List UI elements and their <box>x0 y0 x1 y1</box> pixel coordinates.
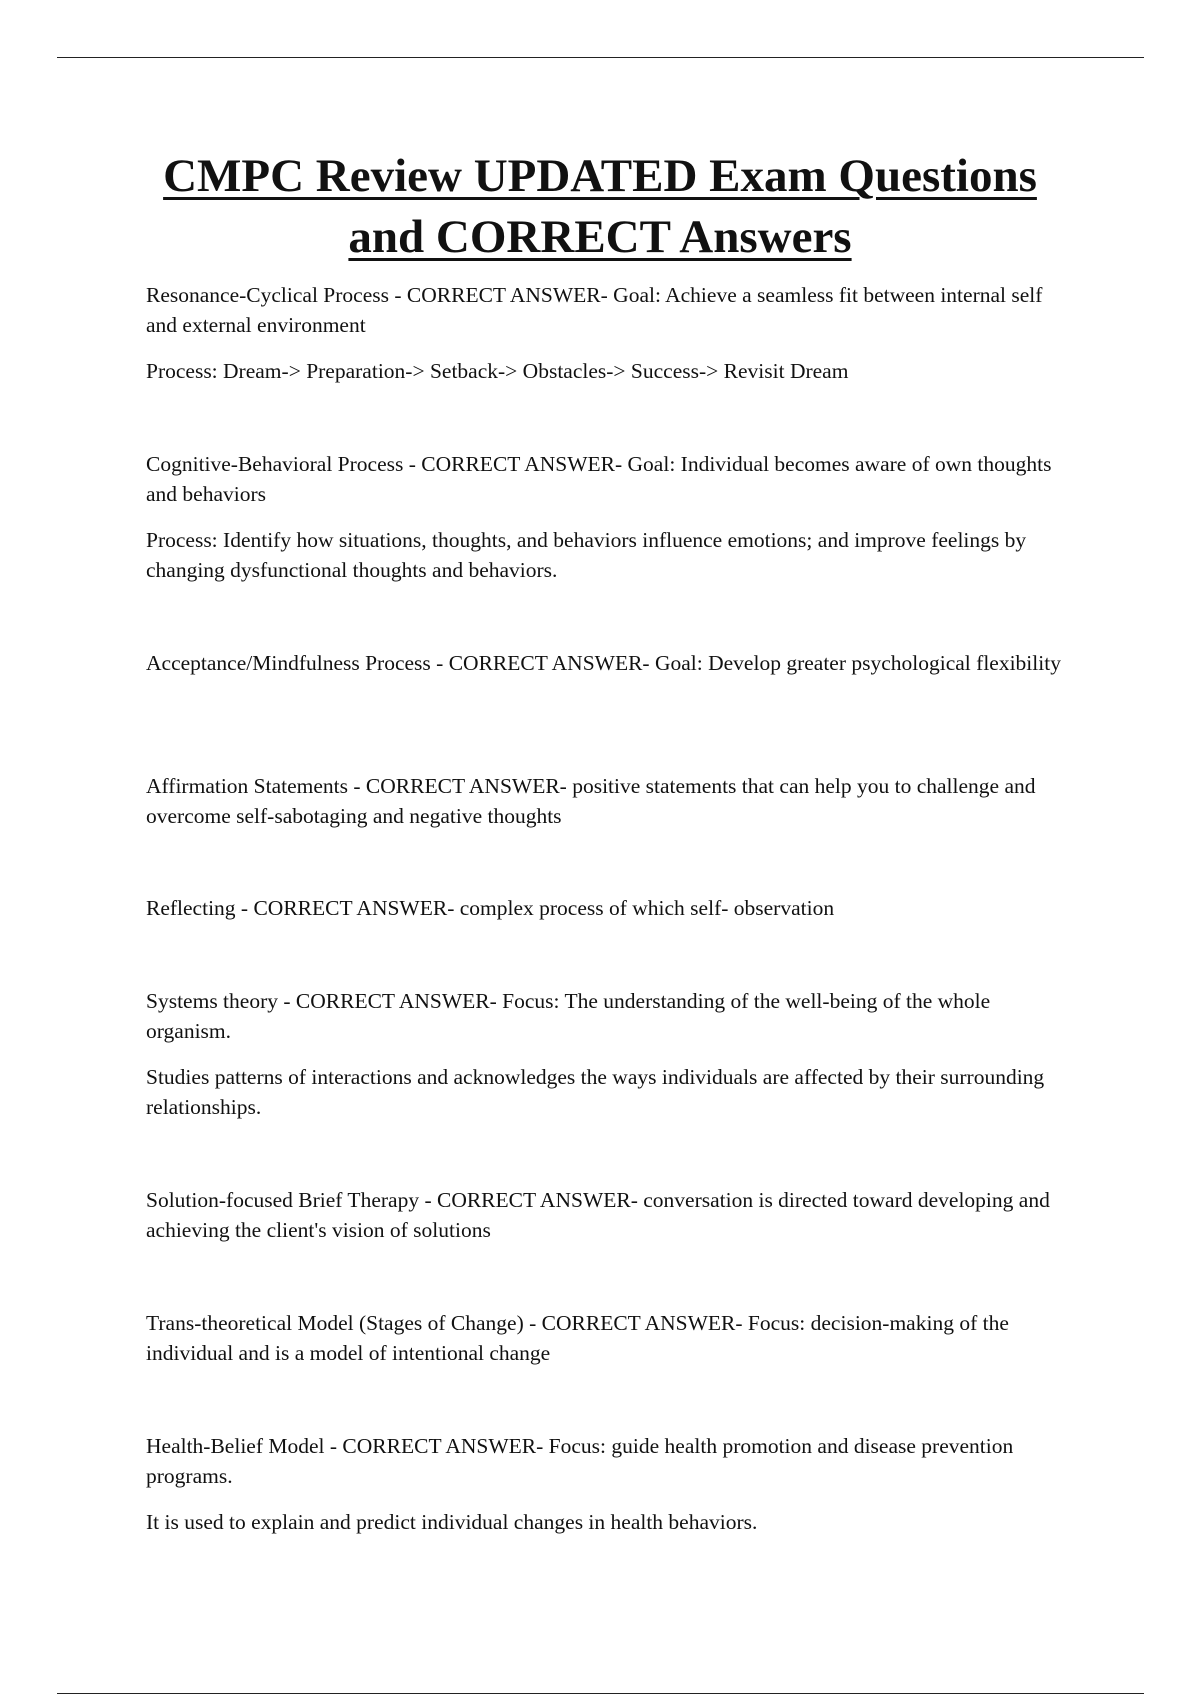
entry-answer: Resonance-Cyclical Process - CORRECT ANSWER- Goal: Achieve a seamless fit between internal self and external environment <box>146 283 1043 337</box>
entry-reflecting <box>146 893 1066 923</box>
entry-answer: Trans-theoretical Model (Stages of Change) - CORRECT ANSWER- Focus: decision-making of the individual and is a model of intentional change <box>146 1311 1009 1365</box>
entry-answer: Affirmation Statements - CORRECT ANSWER- positive statements that can help you to challenge and overcome self-sabotaging and negative thoughts <box>146 774 1036 828</box>
entry-systems-theory <box>146 986 1066 1122</box>
entry-answer: Health-Belief Model - CORRECT ANSWER- Focus: guide health promotion and disease prevention programs. <box>146 1434 1014 1488</box>
entry-detail: It is used to explain and predict individual changes in health behaviors. <box>146 1510 758 1534</box>
entry-answer: Reflecting - CORRECT ANSWER- complex process of which self- observation <box>146 896 835 920</box>
entry-detail: Studies patterns of interactions and acknowledges the ways individuals are affected by their surrounding relationships. <box>146 1065 1045 1119</box>
entry-answer: Solution-focused Brief Therapy - CORRECT ANSWER- conversation is directed toward developing and achieving the client's vision of solutions <box>146 1188 1050 1242</box>
top-rule <box>57 57 1144 58</box>
entry-affirmation-statements <box>146 771 1066 831</box>
entry-answer: Acceptance/Mindfulness Process - CORRECT ANSWER- Goal: Develop greater psychological flexibility <box>146 651 1061 675</box>
entry-health-belief <box>146 1431 1066 1537</box>
title-line-2: and CORRECT Answers <box>348 211 852 263</box>
entry-detail: Process: Dream-> Preparation-> Setback-> Obstacles-> Success-> Revisit Dream <box>146 359 849 383</box>
page-title <box>120 146 1080 268</box>
entry-resonance-cyclical <box>146 280 1066 386</box>
bottom-rule <box>57 1693 1144 1694</box>
entry-answer: Systems theory - CORRECT ANSWER- Focus: The understanding of the well-being of the whole organism. <box>146 989 991 1043</box>
entry-answer: Cognitive-Behavioral Process - CORRECT ANSWER- Goal: Individual becomes aware of own thoughts and behaviors <box>146 452 1052 506</box>
entry-trans-theoretical <box>146 1308 1066 1368</box>
entry-solution-focused <box>146 1185 1066 1245</box>
entry-acceptance-mindfulness <box>146 648 1066 678</box>
entry-cognitive-behavioral <box>146 449 1066 585</box>
entry-detail: Process: Identify how situations, thoughts, and behaviors influence emotions; and improve feelings by changing dysfunctional thoughts and behaviors. <box>146 528 1027 582</box>
title-line-1: CMPC Review UPDATED Exam Questions <box>163 150 1037 202</box>
